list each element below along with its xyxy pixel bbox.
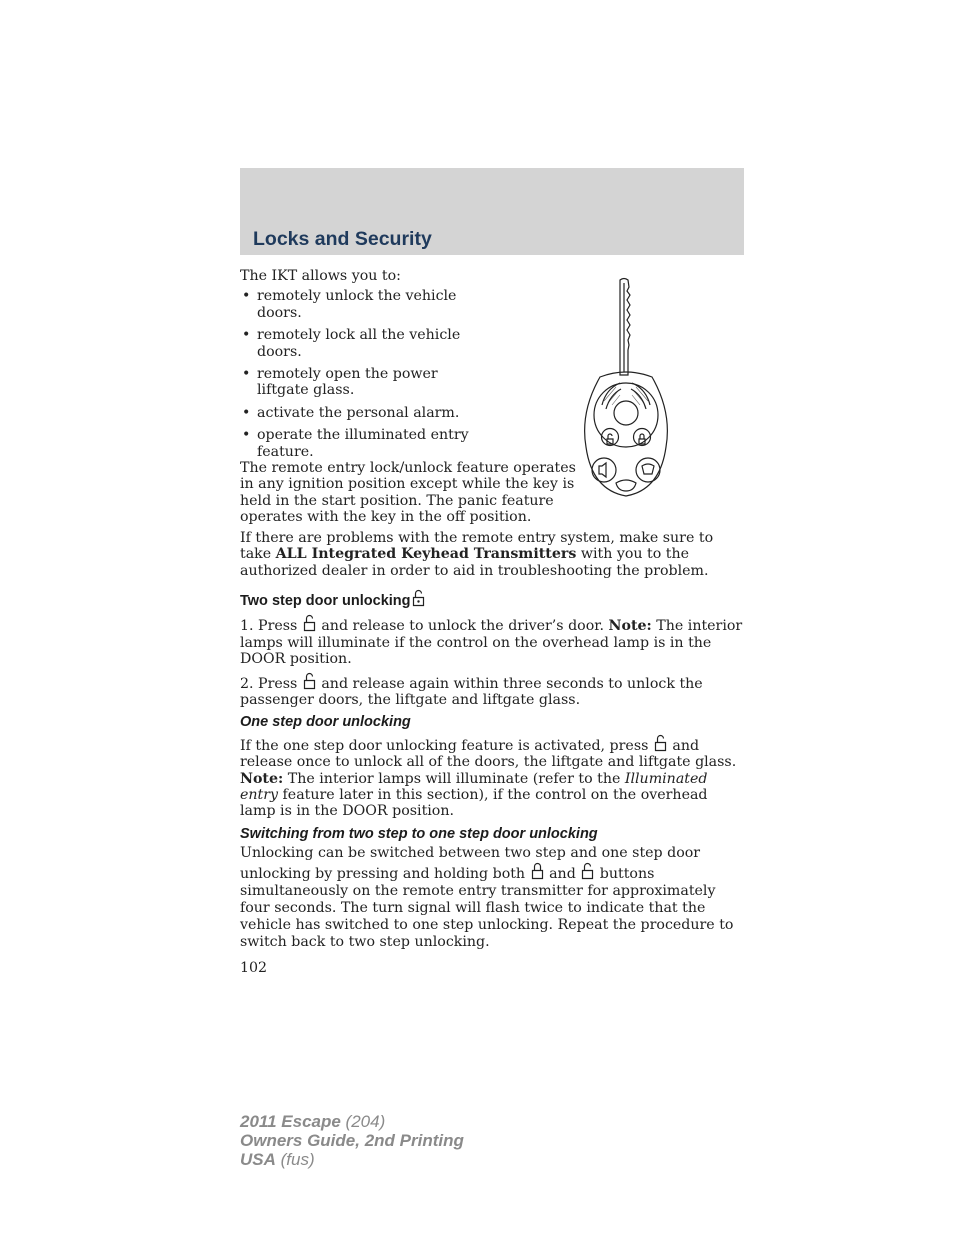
- bullet-icon: •: [242, 404, 251, 421]
- unlock-icon: [653, 734, 668, 752]
- footer-market-line: USA (fus): [240, 1150, 315, 1169]
- lock-icon: [530, 862, 545, 880]
- list-item: • remotely open the power liftgate glass.: [242, 366, 438, 399]
- two-step-step1: 1. Press and release to unlock the driver’s door. Note: The interior lamps will illuminate if the control on the overhead lamp is in the DOOR position.: [240, 614, 744, 667]
- list-item: • remotely unlock the vehicle doors.: [242, 288, 457, 321]
- bullet-icon: •: [242, 366, 251, 383]
- switching-paragraph: Unlocking can be switched between two step and one step door unlocking by pressing and holding both and buttons simultaneously on the remote entry transmitter for approximately four seconds. The turn signal will flash twice to indicate that the vehicle has switched to one step unlocking. Repeat the procedure to switch back to two step unlocking.: [240, 845, 734, 951]
- unlock-icon: [411, 589, 426, 607]
- unlock-icon: [580, 862, 595, 880]
- section-title: Locks and Security: [253, 228, 432, 250]
- list-item: • activate the personal alarm.: [242, 404, 460, 421]
- page-content: [240, 268, 744, 955]
- bullet-icon: •: [242, 327, 251, 344]
- bullet-icon: •: [242, 288, 251, 305]
- footer-model-line: 2011 Escape (204): [240, 1112, 386, 1131]
- footer-guide-line: Owners Guide, 2nd Printing: [240, 1131, 464, 1150]
- section-header-band: [240, 168, 744, 255]
- document-footer: [240, 1112, 464, 1169]
- two-step-heading: Two step door unlocking: [240, 589, 744, 609]
- one-step-heading: One step door unlocking: [240, 714, 411, 731]
- unlock-icon: [302, 672, 317, 690]
- bullet-icon: •: [242, 427, 251, 444]
- remote-entry-paragraph: The remote entry lock/unlock feature operates in any ignition position except while the key is held in the start position. The panic feature operates with the key in the off position.: [240, 460, 576, 526]
- switching-heading: Switching from two step to one step door unlocking: [240, 825, 598, 842]
- list-item: • remotely lock all the vehicle doors.: [242, 327, 461, 360]
- one-step-paragraph: If the one step door unlocking feature is activated, press and release once to unlock all of the doors, the liftgate and liftgate glass. Note: The interior lamps will illuminate (refer to the Illuminated entry feature later in this section), if the control on the overhead lamp is in the DOOR position.: [240, 734, 744, 820]
- intro-text: The IKT allows you to:: [240, 268, 401, 284]
- feature-list: [240, 288, 490, 460]
- troubleshooting-paragraph: If there are problems with the remote entry system, make sure to take ALL Integrated Keyhead Transmitters with you to the authorized dealer in order to aid in troubleshooting the problem.: [240, 529, 714, 579]
- unlock-icon: [302, 614, 317, 632]
- two-step-step2: 2. Press and release again within three seconds to unlock the passenger doors, the liftgate and liftgate glass.: [240, 672, 744, 709]
- list-item: • operate the illuminated entry feature.: [242, 427, 469, 460]
- transmitters-emphasis: ALL Integrated Keyhead Transmitters: [275, 546, 577, 563]
- page-number: 102: [240, 960, 268, 976]
